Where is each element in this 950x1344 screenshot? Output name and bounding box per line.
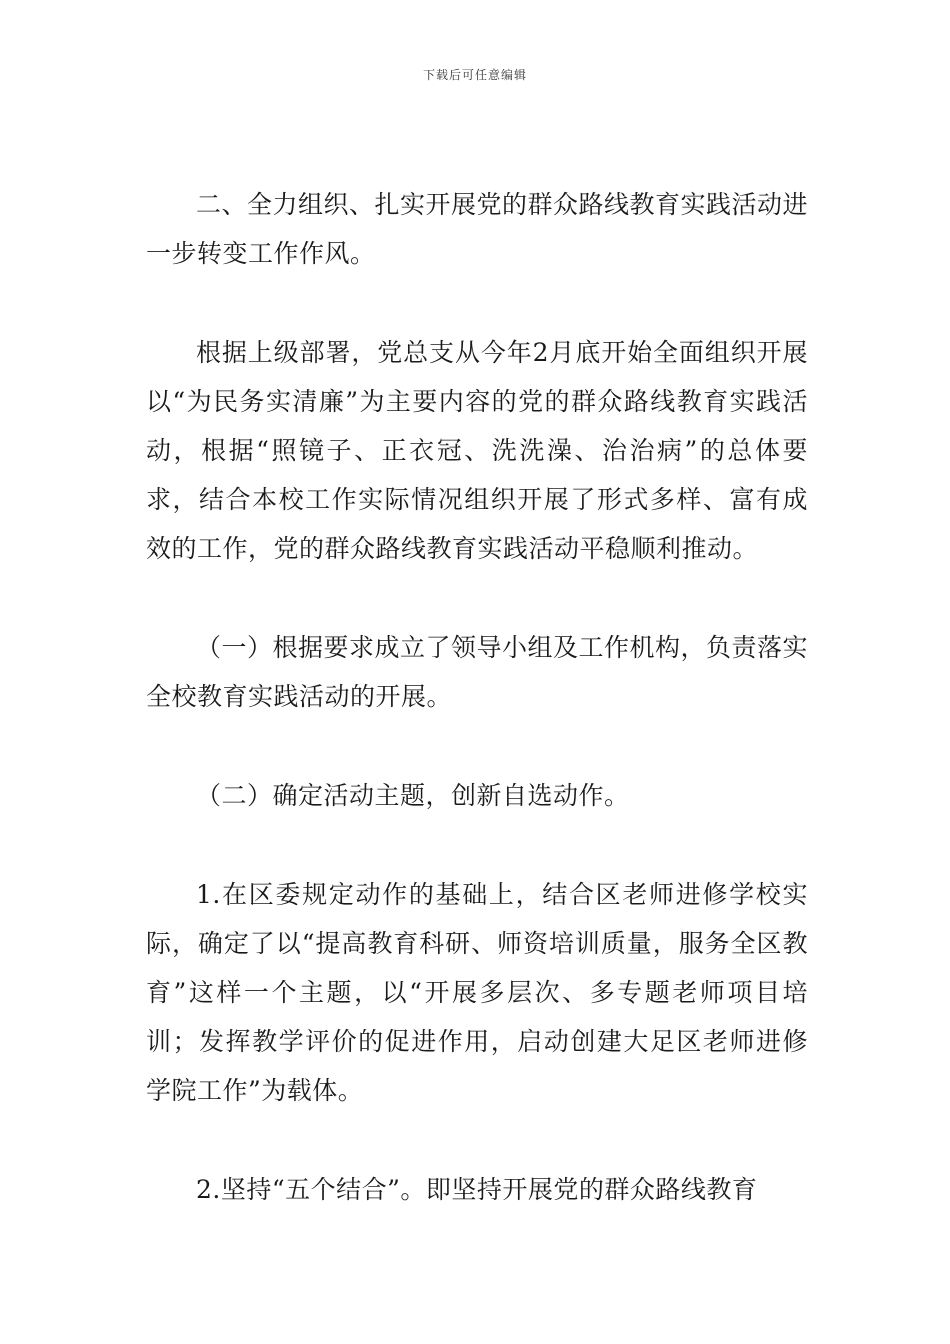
numbered-paragraph: 2.坚持“五个结合”。即坚持开展党的群众路线教育 [196, 1175, 758, 1204]
document-body [146, 180, 808, 1264]
section-heading-paragraph: 二、全力组织、扎实开展党的群众路线教育实践活动进一步转变工作作风。 [146, 190, 809, 268]
subsection-paragraph: （一）根据要求成立了领导小组及工作机构，负责落实全校教育实践活动的开展。 [146, 633, 809, 711]
body-paragraph: 根据上级部署，党总支从今年2月底开始全面组织开展以“为民务实清廉”为主要内容的党的群众路线教育实践活动，根据“照镜子、正衣冠、洗洗澡、治治病”的总体要求，结合本校工作实际情况组织开展了形式多样、富有成效的工作，党的群众路线教育实践活动平稳顺利推动。 [146, 338, 808, 563]
page-header: 下载后可任意编辑 [422, 68, 527, 82]
numbered-paragraph: 1.在区委规定动作的基础上，结合区老师进修学校实际，确定了以“提高教育科研、师资培训质量，服务全区教育”这样一个主题，以“开展多层次、多专题老师项目培训；发挥教学评价的促进作用，启动创建大足区老师进修学院工作”为载体。 [146, 880, 808, 1105]
subsection-paragraph: （二）确定活动主题，创新自选动作。 [196, 781, 630, 810]
